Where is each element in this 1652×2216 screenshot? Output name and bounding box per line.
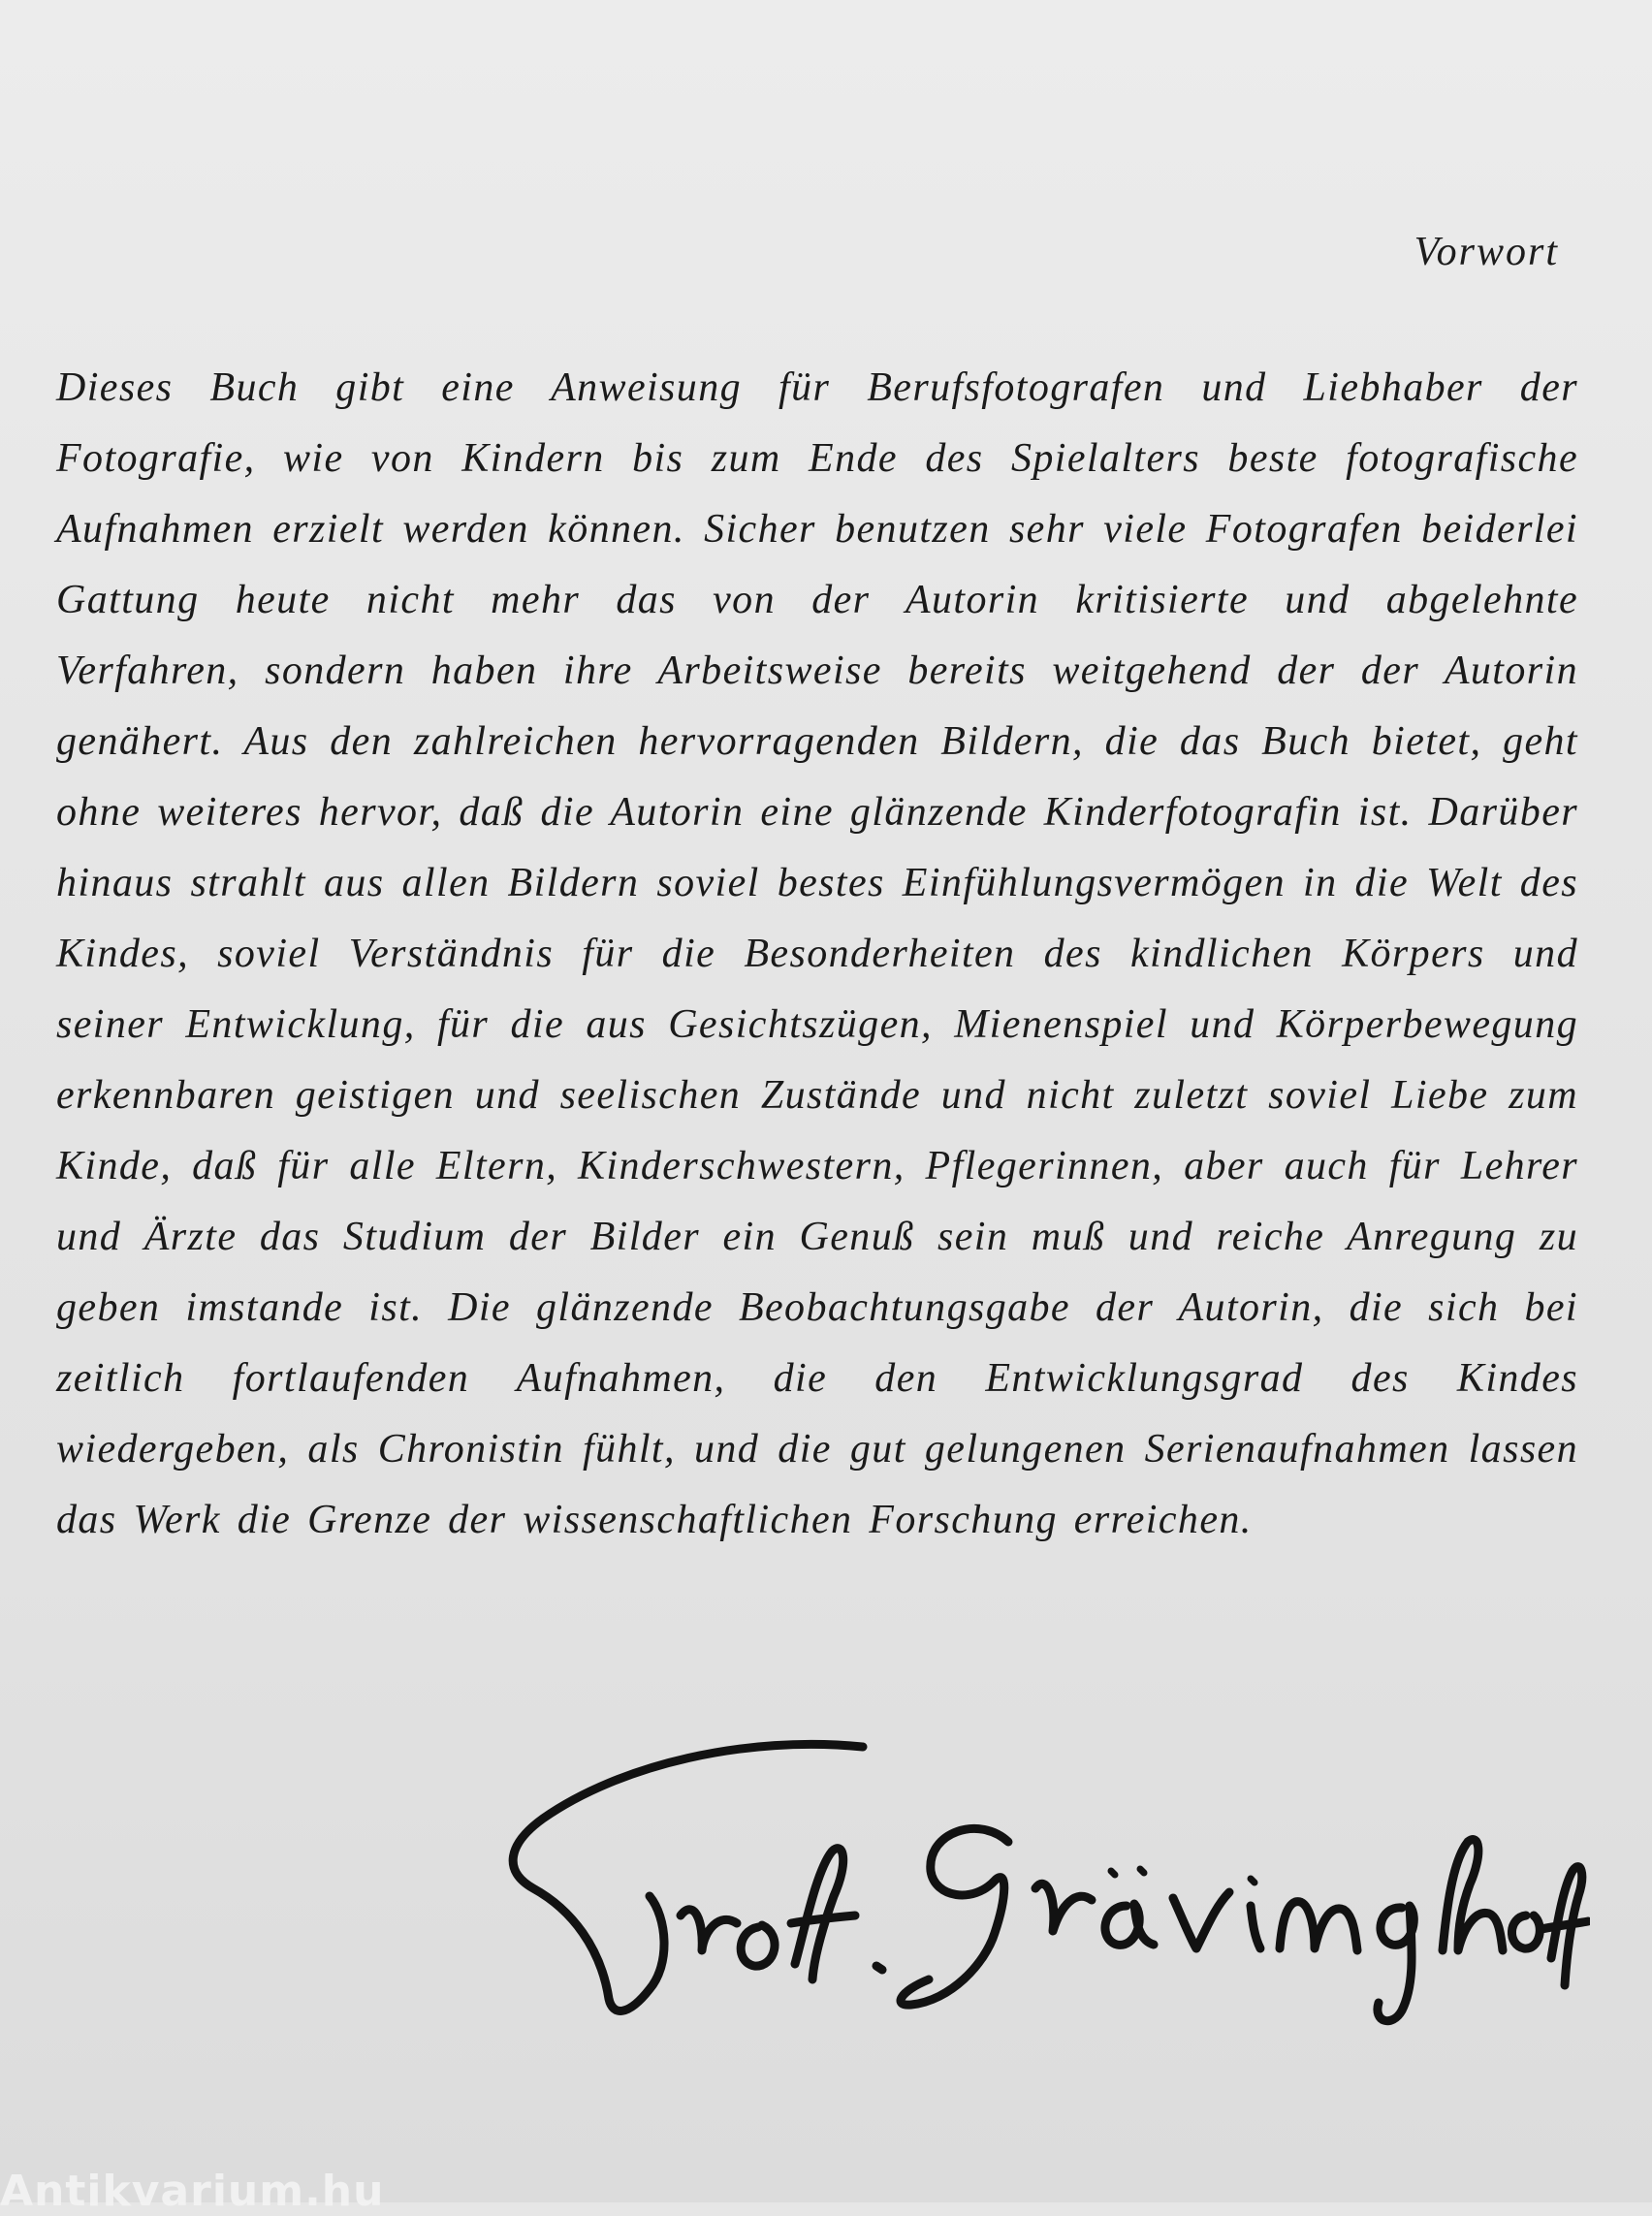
watermark: Antikvarium.hu [0,2167,385,2216]
foreword-paragraph: Dieses Buch gibt eine Anweisung für Berufsfotografen und Liebhaber der Fotografie, wie von Kindern bis zum Ende des Spielalters beste fotografische Aufnahmen erzielt werden können. Sicher benutzen sehr viele Fotografen beiderlei Gattung heute nicht mehr das von der Autorin kritisierte und abgelehnte Verfahren, sondern haben ihre Arbeitsweise bereits weitgehend der der Autorin genähert. Aus den zahlreichen hervorragenden Bildern, die das Buch bietet, geht ohne weiteres hervor, daß die Autorin eine glänzende Kinderfotografin ist. Darüber hinaus strahlt aus allen Bildern soviel bestes Einfühlungsvermögen in die Welt des Kindes, soviel Verständnis für die Besonderheiten des kindlichen Körpers und seiner Entwicklung, für die aus Gesichtszügen, Mienenspiel und Körperbewegung erkennbaren geistigen und seelischen Zustände und nicht zuletzt soviel Liebe zum Kinde, daß für alle Eltern, Kinderschwestern, Pflegerinnen, aber auch für Lehrer und Ärzte das Studium der Bilder ein Genuß sein muß und reiche Anregung zu geben imstande ist. Die glänzende Beobachtungsgabe der Autorin, die sich bei zeitlich fortlaufenden Aufnahmen, die den Entwicklungsgrad des Kindes wiedergeben, als Chronistin fühlt, und die gut gelungenen Serienaufnahmen lassen das Werk die Grenze der wissenschaftlichen Forschung erreichen. [56,365,1578,1542]
handwritten-signature [504,1725,1590,2036]
page-heading: Vorwort [1414,230,1559,274]
